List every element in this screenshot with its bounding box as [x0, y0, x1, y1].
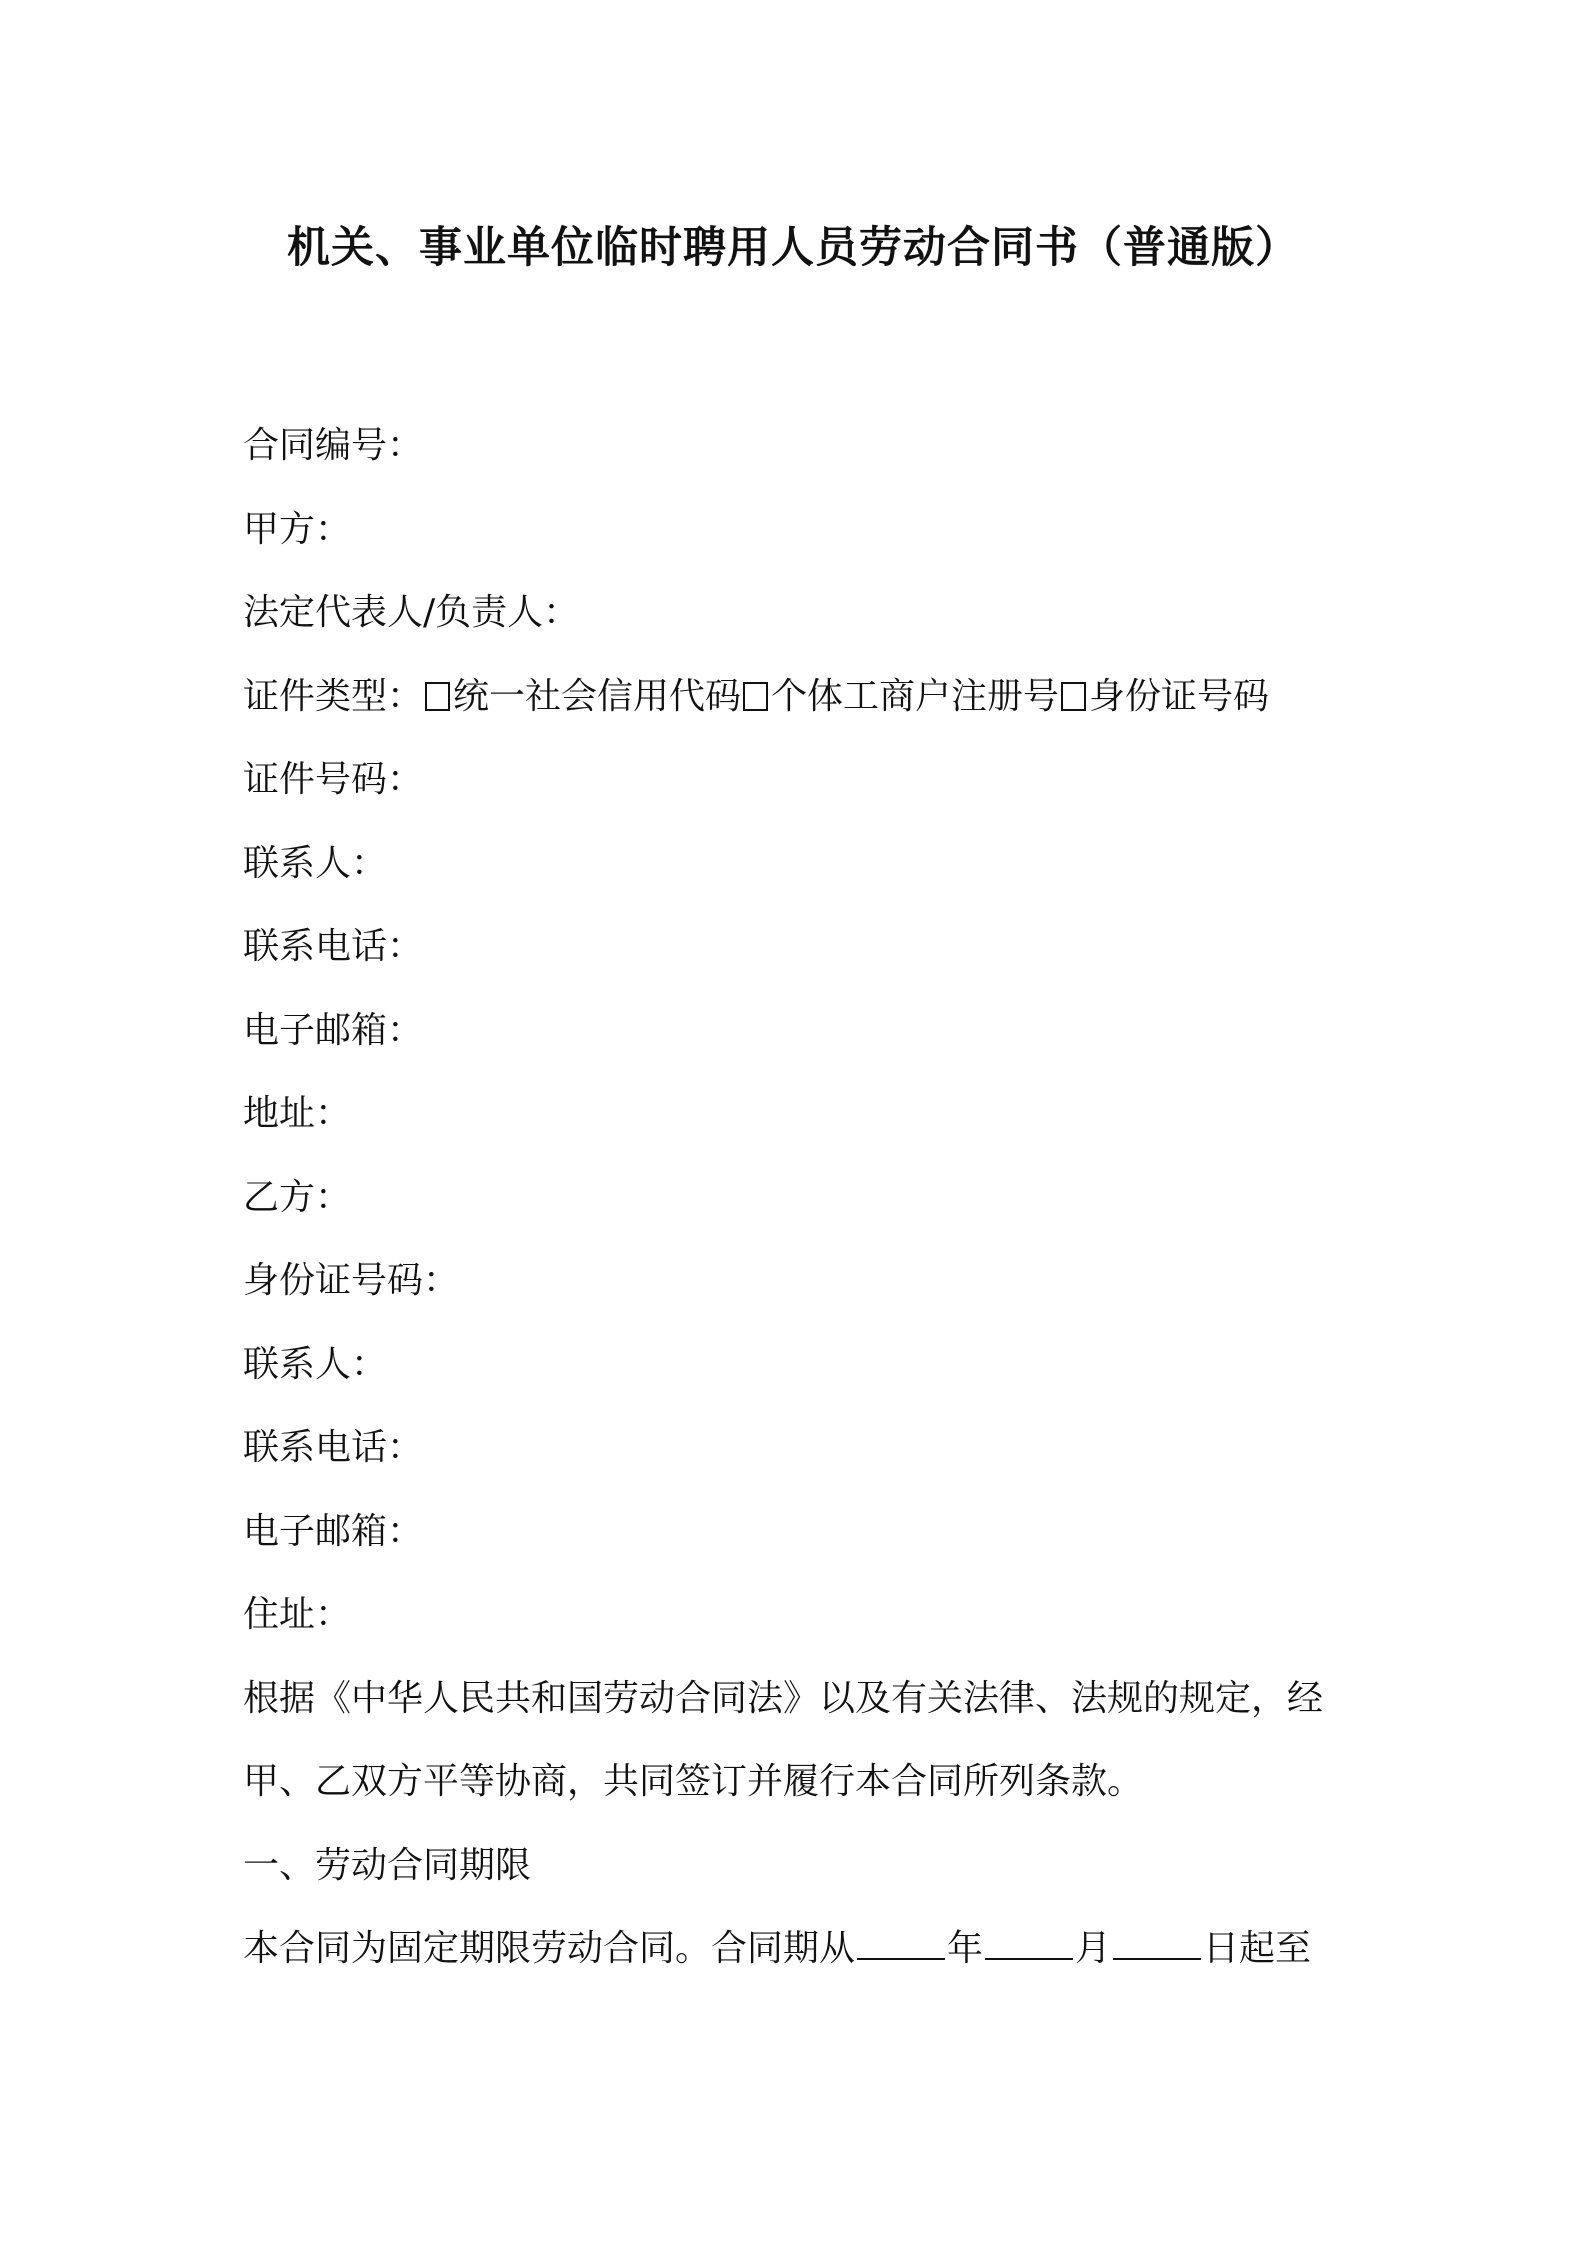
- month-label: 月: [1075, 1928, 1112, 1969]
- contract-term-text: 本合同为固定期限劳动合同。合同期从: [243, 1928, 856, 1969]
- party-b-phone-line: [243, 1406, 1363, 1490]
- id-card-option: 身份证号码: [1089, 675, 1270, 717]
- party-b-email-label: 电子邮箱：: [243, 1510, 424, 1552]
- id-card-checkbox[interactable]: [1061, 682, 1086, 711]
- document-body: [243, 404, 1363, 1991]
- preamble-line-1: [243, 1657, 1363, 1741]
- legal-representative-line: [243, 571, 1363, 655]
- business-registration-checkbox[interactable]: [743, 682, 768, 711]
- party-b-email-line: [243, 1490, 1363, 1574]
- party-a-address-line: [243, 1072, 1363, 1156]
- party-a-phone-label: 联系电话：: [243, 926, 424, 967]
- party-b-label: 乙方：: [243, 1176, 352, 1218]
- party-b-id-number-label: 身份证号码：: [243, 1260, 460, 1301]
- preamble-text-1: 根据《中华人民共和国劳动合同法》以及有关法律、法规的规定，经: [243, 1677, 1324, 1719]
- document-title: 机关、事业单位临时聘用人员劳动合同书（普通版）: [287, 223, 1299, 273]
- id-type-label: 证件类型：: [243, 675, 424, 717]
- party-a-id-number-label: 证件号码：: [243, 759, 424, 800]
- party-a-contact-line: [243, 822, 1363, 906]
- section-1-heading-line: [243, 1824, 1363, 1908]
- party-a-line: [243, 488, 1363, 572]
- party-b-address-label: 住址：: [243, 1594, 352, 1635]
- party-b-phone-label: 联系电话：: [243, 1427, 424, 1468]
- start-year-blank[interactable]: [857, 1928, 945, 1960]
- party-a-phone-line: [243, 905, 1363, 989]
- party-a-address-label: 地址：: [243, 1093, 352, 1134]
- id-type-line: [243, 655, 1363, 739]
- contract-number-label: 合同编号：: [243, 425, 424, 466]
- party-b-id-number-line: [243, 1239, 1363, 1323]
- party-b-address-line: [243, 1573, 1363, 1657]
- start-month-blank[interactable]: [985, 1928, 1073, 1960]
- party-b-contact-line: [243, 1323, 1363, 1407]
- party-a-id-number-line: [243, 738, 1363, 822]
- business-registration-option: 个体工商户注册号: [771, 675, 1060, 717]
- credit-code-checkbox[interactable]: [425, 682, 450, 711]
- party-a-label: 甲方：: [243, 508, 352, 550]
- legal-representative-label: 法定代表人/负责人：: [243, 592, 580, 633]
- start-day-blank[interactable]: [1113, 1928, 1201, 1960]
- year-label: 年: [947, 1928, 984, 1969]
- credit-code-option: 统一社会信用代码: [453, 675, 742, 717]
- preamble-text-2: 甲、乙双方平等协商，共同签订并履行本合同所列条款。: [243, 1761, 1144, 1802]
- contract-number-line: [243, 404, 1363, 488]
- party-a-email-label: 电子邮箱：: [243, 1009, 424, 1051]
- contract-term-line: [243, 1907, 1363, 1991]
- party-b-contact-label: 联系人：: [243, 1343, 388, 1385]
- day-until-label: 日起至: [1203, 1928, 1312, 1969]
- party-a-contact-label: 联系人：: [243, 842, 388, 884]
- party-b-line: [243, 1156, 1363, 1240]
- section-1-heading: 一、劳动合同期限: [243, 1844, 532, 1886]
- party-a-email-line: [243, 989, 1363, 1073]
- preamble-line-2: [243, 1740, 1363, 1824]
